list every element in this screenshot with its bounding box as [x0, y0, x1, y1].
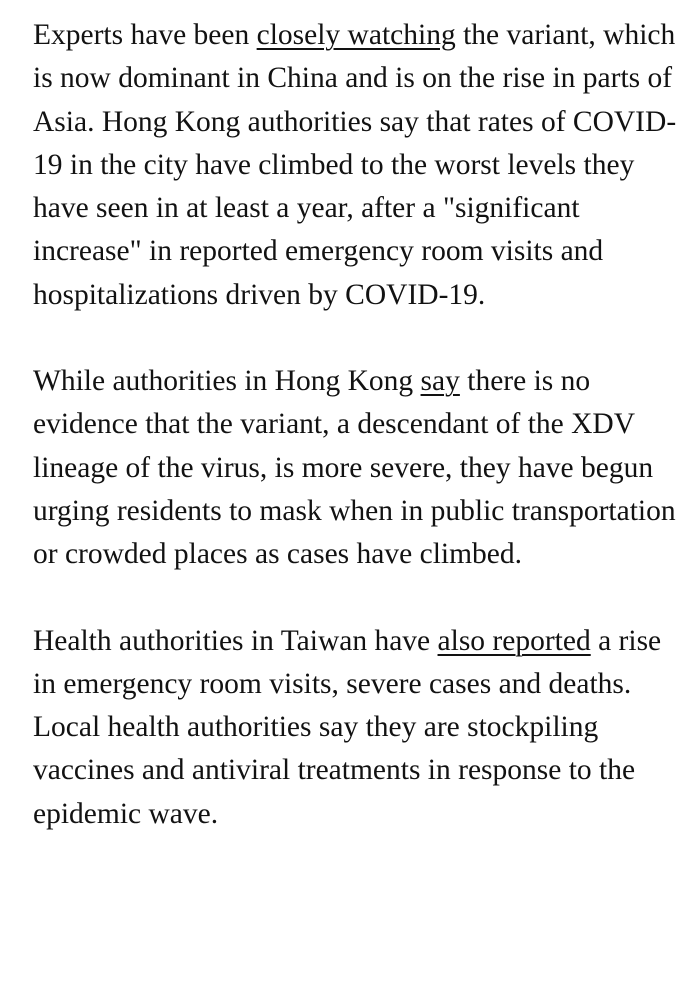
- paragraph-text: the variant, which is now dominant in China and is on the rise in parts of Asia. Hong Kong authorities say that rates of COVID-19 in the city have climbed to the worst levels they have seen in at least a year, after a "significant increase" in reported emergency room visits and hospitalizations driven by COVID-19.: [33, 19, 677, 311]
- closely-watching-link[interactable]: closely watching: [256, 19, 456, 51]
- paragraph-text: Experts have been: [33, 19, 257, 51]
- article-body: [33, 14, 681, 836]
- article-paragraph-3: [33, 620, 681, 836]
- say-link[interactable]: say: [420, 365, 460, 398]
- paragraph-text: a rise in emergency room visits, severe cases and deaths. Local health authorities say they are stockpiling vaccines and antiviral treatments in response to the epidemic wave.: [33, 624, 662, 830]
- paragraph-text: While authorities in Hong Kong: [33, 365, 421, 398]
- paragraph-text: there is no evidence that the variant, a descendant of the XDV lineage of the virus, is more severe, they have begun urging residents to mask when in public transportation or crowded places as cases have climbed.: [33, 365, 676, 571]
- article-paragraph-2: [33, 360, 681, 576]
- article-paragraph-1: [33, 14, 681, 317]
- also-reported-link[interactable]: also reported: [437, 624, 591, 657]
- paragraph-text: Health authorities in Taiwan have: [33, 624, 438, 657]
